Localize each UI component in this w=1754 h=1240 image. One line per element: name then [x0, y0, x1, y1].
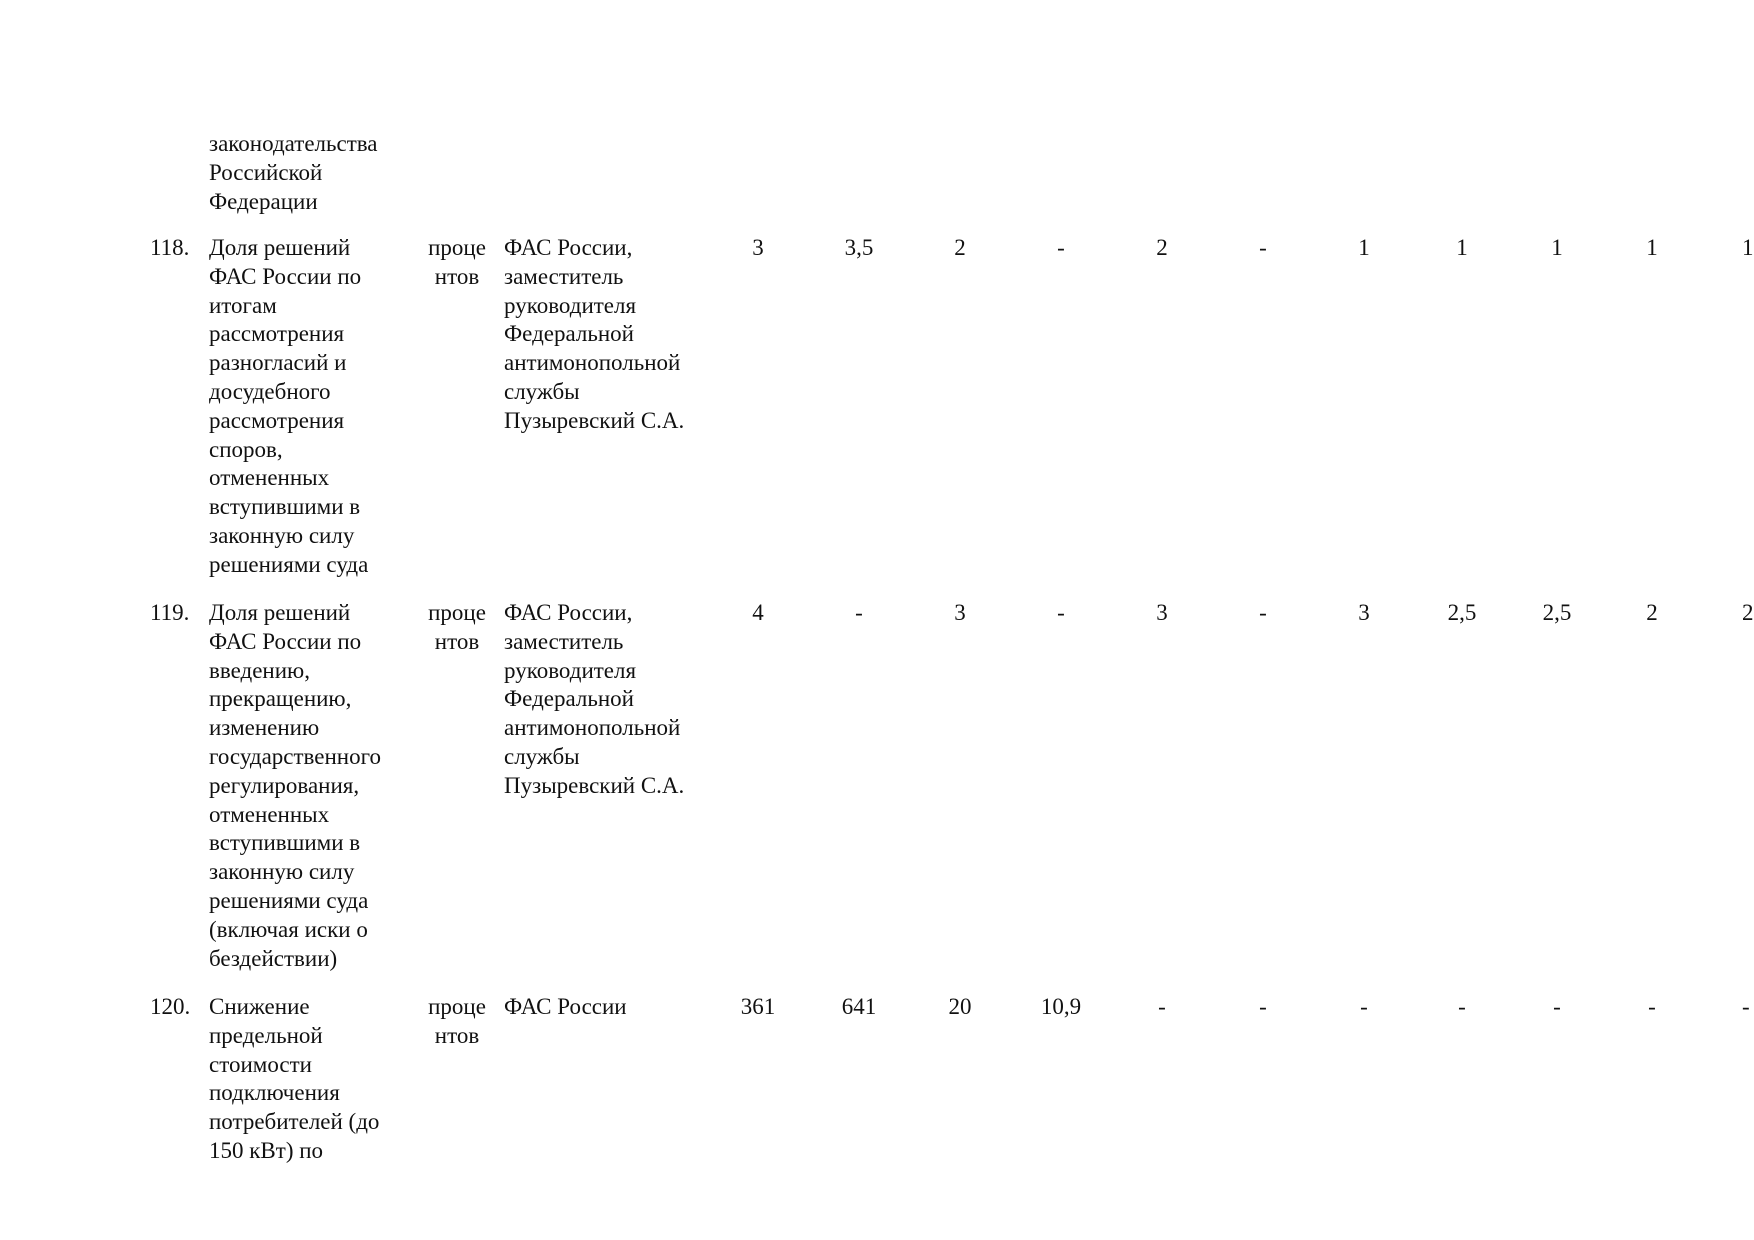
indicator-name-line: вступившими в	[209, 830, 361, 856]
value-cell: -	[1158, 994, 1166, 1019]
indicator-name-line: бездействии)	[209, 945, 338, 971]
value-cell: -	[1360, 994, 1368, 1019]
indicator-name-line: стоимости	[209, 1051, 312, 1077]
responsible-line: ФАС России	[504, 994, 627, 1019]
responsible-line: руководителя	[504, 657, 637, 683]
value-cell: 10,9	[1040, 994, 1082, 1019]
row-number: 118.	[150, 235, 190, 260]
value-cell: 3	[1358, 600, 1370, 625]
indicator-name-line: Доля решений	[209, 600, 351, 625]
value-cell: 3,5	[844, 235, 874, 260]
indicator-name-line: отмененных	[209, 465, 330, 491]
indicator-name-line: прекращению,	[209, 686, 352, 712]
unit-line: нтов	[434, 1022, 480, 1048]
responsible-line: Пузыревский С.А.	[504, 407, 685, 433]
row-number: 119.	[150, 600, 190, 625]
responsible-line: Пузыревский С.А.	[504, 772, 685, 798]
indicator-name-line: предельной	[209, 1022, 323, 1048]
value-cell: -	[1648, 994, 1656, 1019]
responsible-line: Федеральной	[504, 321, 634, 347]
value-cell: 3	[1156, 600, 1168, 625]
value-cell: 1	[1742, 235, 1754, 260]
continued-name-line: Федерации	[209, 188, 318, 214]
indicator-name-line: отмененных	[209, 801, 330, 827]
unit-cell	[421, 234, 493, 292]
value-cell: -	[1259, 600, 1267, 625]
indicator-name-line: рассмотрения	[209, 407, 345, 433]
value-cell: 2	[1742, 600, 1754, 625]
indicator-name-line: решениями суда	[209, 887, 369, 913]
value-cell: -	[1057, 600, 1065, 625]
indicator-name-line: регулирования,	[209, 772, 360, 798]
continued-name-line: законодательства	[209, 131, 378, 156]
unit-line: нтов	[434, 263, 480, 289]
responsible-line: руководителя	[504, 292, 637, 318]
value-cell: 2,5	[1542, 600, 1572, 625]
value-cell: -	[1458, 994, 1466, 1019]
unit-line: проце	[428, 994, 486, 1019]
value-cell: -	[855, 600, 863, 625]
continued-name-line: Российской	[209, 159, 323, 185]
responsible-line: антимонопольной	[504, 350, 681, 376]
responsible-line: заместитель	[504, 263, 624, 289]
unit-line: проце	[428, 600, 486, 625]
value-cell: 1	[1646, 235, 1658, 260]
value-cell: 641	[841, 994, 877, 1019]
value-cell: 1	[1456, 235, 1468, 260]
indicator-name-line: законную силу	[209, 859, 355, 885]
value-cell: 2	[1646, 600, 1658, 625]
responsible-line: заместитель	[504, 628, 624, 654]
indicator-name-line: ФАС России по	[209, 628, 362, 654]
value-cell: -	[1259, 235, 1267, 260]
unit-line: проце	[428, 235, 486, 260]
value-cell: 2,5	[1447, 600, 1477, 625]
indicator-name-line: Доля решений	[209, 235, 351, 260]
responsible-line: Федеральной	[504, 686, 634, 712]
unit-cell	[421, 993, 493, 1051]
responsible-line: ФАС России,	[504, 600, 633, 625]
responsible-cell	[504, 993, 627, 1022]
value-cell: 20	[948, 994, 972, 1019]
indicator-name-line: подключения	[209, 1080, 340, 1106]
indicator-name-line: разногласий и	[209, 350, 347, 376]
indicator-name-line: итогам	[209, 292, 277, 318]
value-cell: 4	[752, 600, 764, 625]
responsible-line: ФАС России,	[504, 235, 633, 260]
row-number: 120.	[150, 994, 191, 1019]
responsible-cell	[504, 599, 684, 801]
responsible-line: антимонопольной	[504, 715, 681, 741]
unit-cell	[421, 599, 493, 657]
responsible-cell	[504, 234, 684, 436]
indicator-name-line: законную силу	[209, 522, 355, 548]
value-cell: 2	[954, 235, 966, 260]
value-cell: -	[1553, 994, 1561, 1019]
indicator-name-line: рассмотрения	[209, 321, 345, 347]
indicator-name-line: изменению	[209, 715, 320, 741]
indicator-name-cell	[209, 234, 368, 580]
value-cell: 3	[752, 235, 764, 260]
unit-line: нтов	[434, 628, 480, 654]
indicator-name-line: досудебного	[209, 378, 331, 404]
indicator-name-cell	[209, 993, 379, 1166]
value-cell: 361	[740, 994, 776, 1019]
value-cell: 1	[1551, 235, 1563, 260]
indicator-name-line: ФАС России по	[209, 263, 362, 289]
indicator-name-cell	[209, 599, 381, 973]
indicator-name-line: вступившими в	[209, 494, 361, 520]
indicator-name-line: 150 кВт) по	[209, 1137, 324, 1163]
responsible-line: службы	[504, 743, 580, 769]
indicator-name-line: потребителей (до	[209, 1109, 380, 1135]
value-cell: -	[1057, 235, 1065, 260]
indicator-name-line: решениями суда	[209, 551, 369, 577]
responsible-line: службы	[504, 378, 580, 404]
indicator-name-line: Снижение	[209, 994, 310, 1019]
value-cell: 2	[1156, 235, 1168, 260]
indicator-name-line: споров,	[209, 436, 283, 462]
indicator-name-line: введению,	[209, 657, 310, 683]
value-cell: -	[1742, 994, 1750, 1019]
indicator-name-line: (включая иски о	[209, 916, 368, 942]
value-cell: -	[1259, 994, 1267, 1019]
indicator-name-line: государственного	[209, 743, 381, 769]
value-cell: 3	[954, 600, 966, 625]
value-cell: 1	[1358, 235, 1370, 260]
